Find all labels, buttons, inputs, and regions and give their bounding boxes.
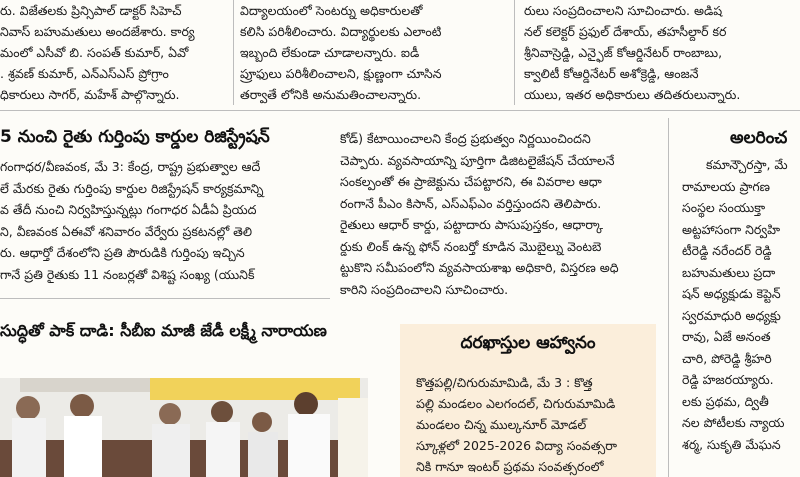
text-line: కొత్తపల్లి/చిగురుమామిడి, మే 3 : కొత్త — [416, 375, 593, 390]
text-line: రైతులు ఆధార్ కార్డు, పట్టాదారు పాసుపుస్తకం, ఆధార్కా — [340, 217, 604, 232]
column-divider — [668, 118, 669, 477]
article-body — [682, 154, 800, 455]
text-line: శర్మ, సుకృతి మేఘన — [682, 436, 781, 452]
text-line: లే మేరకు రైతు గుర్తింపు కార్డుల రిజిస్ట్రేషన్ కార్యక్రమాన్ని — [0, 180, 264, 196]
text-line: శ్రీనివాస్రెడ్డి, ఎన్ఫైజ్ కోఆర్డినేటర్ రాంబాబు, — [524, 45, 723, 60]
text-line: కోడ్) కేటాయించాలని కేంద్ర ప్రభుత్వం నిర్ణయించిందని — [340, 131, 591, 146]
text-line: గంగాధర/వీణవంక, మే 3: కేంద్ర, రాష్ట్ర ప్రభుత్వాల ఆదే — [0, 159, 261, 174]
notice-title: దరఖాస్తుల ఆహ్వానం — [460, 333, 596, 353]
article-headline: సుద్ధితో పాక్ దాడి: సీబీఐ మాజీ జేడీ లక్ష్మీ నారాయణ — [0, 321, 327, 340]
text-line: నల పోటీలకు న్యాయ — [682, 415, 785, 430]
text-line: గానే ప్రతి రైతుకు 11 నంబర్లతో విశిష్ట సంఖ్య (యునిక్ — [0, 266, 255, 282]
column-divider — [514, 0, 515, 105]
text-line: యులు, ఇతర అధికారులు తదితరులున్నారు. — [524, 87, 741, 102]
text-line: మండలం చిన్న ముల్కనూర్ మోడల్ — [416, 417, 587, 432]
text-line: తర్వాతే లోనికి అనుమతించాలన్నారు. — [240, 87, 422, 102]
text-line: రులు సంప్రదించాలని సూచించారు. అడిష — [524, 3, 723, 18]
text-line: రు. ఆధార్తో దేశంలోని ప్రతి పౌరుడికి గుర్తింపు ఇచ్చిన — [0, 245, 245, 260]
article-body-left — [0, 156, 328, 285]
event-photo — [0, 378, 368, 477]
text-line: ట్టుకొని సమీపంలోని వ్యవసాయశాఖ అధికారి, విస్తరణ అధి — [340, 260, 619, 275]
text-line: నివాస్ బహుమతులు అందజేశారు. కార్య — [0, 24, 195, 39]
top-column-1 — [0, 0, 228, 105]
text-line: సంకల్పంతో ఈ ప్రాజెక్టును చేపట్టారని, ఈ వివరాల ఆధా — [340, 174, 602, 189]
text-line: రు. విజేతలకు ప్రిన్సిపాల్ డాక్టర్ సిహెచ్ — [0, 3, 182, 18]
article-headline: 5 నుంచి రైతు గుర్తింపు కార్డుల రిజిస్ట్రేషన్ — [0, 127, 270, 147]
notice-body — [416, 372, 648, 477]
text-line: చెప్పారు. వ్యవసాయాన్ని పూర్తిగా డిజిటలైజేషన్ చేయాలనే — [340, 152, 615, 168]
text-line: ప్రూఫులు పరిశీలించాలని, క్షుణ్ణంగా చూసిన — [240, 66, 442, 81]
text-line: ఇబ్బంది లేకుండా చూడాలన్నారు. ఐడీ — [240, 45, 420, 60]
text-line: బహుమతులు ప్రదా — [682, 264, 776, 280]
text-line: లకు ప్రథమ, ద్వితీ — [682, 393, 769, 409]
article-headline: అలరించ — [730, 128, 788, 148]
column-divider — [233, 0, 234, 105]
text-line: రావు, ఏజే అనంత — [682, 329, 771, 344]
event-photo-image — [0, 378, 368, 477]
text-line: విద్యాలయంలో సెంటర్ను అధికారులతో — [240, 3, 423, 18]
text-line: నికి గానూ ఇంటర్ ప్రథమ సంవత్సరంలో — [416, 459, 604, 474]
text-line: నల్ కలెక్టర్ ప్రఫుల్ దేశాయ్, తహసీల్దార్ కర — [524, 24, 727, 39]
text-line: రంగానే పీఎం కిసాన్, ఎస్ఎఫ్ఎం వర్తిస్తుందని తెలిపారు. — [340, 195, 602, 211]
text-line: స్వరమాధురి అధ్యక్షు — [682, 307, 781, 323]
notice-box — [400, 324, 656, 477]
text-line: క్వాలిటీ కోఆర్డినేటర్ అశోక్రెడ్డి, ఆంజనే — [524, 66, 699, 81]
text-line: షన్ అధ్యక్షుడు కెప్టెన్ — [682, 286, 781, 301]
text-line: అట్టహాసంగా నిర్వహి — [682, 221, 780, 237]
article-body-right — [340, 128, 660, 300]
text-line: కలిసి పరిశీలించారు. విద్యార్థులకు ఎలాంటి — [240, 24, 442, 39]
text-line: స్కూళ్లలో 2025-2026 విద్యా సంవత్సరా — [416, 438, 617, 453]
section-divider — [0, 298, 330, 299]
text-line: కమాన్చౌరస్తా, మే — [706, 157, 788, 172]
text-line: రెడ్డి హజరయ్యారు. — [682, 372, 774, 387]
text-line: మంలో ఎసీవో బి. సంపత్ కుమార్, ఏవో — [0, 45, 189, 60]
top-column-3 — [524, 0, 800, 105]
text-line: . శ్రవణ్ కుమార్, ఎన్ఎస్ఎస్ ప్రోగ్రాం — [0, 66, 169, 81]
text-line: వ తేదీ నుంచి నిర్వహిస్తున్నట్లు గంగాధర ఏడీఏ ప్రియద — [0, 202, 257, 217]
text-line: సంస్థల సంయుక్తా — [682, 200, 766, 215]
text-line: టీరెడ్డి నరేందర్ రెడ్డి — [682, 243, 772, 258]
text-line: పల్లి మండలం ఎలగందల్, చిగురుమామిడి — [416, 396, 616, 411]
section-divider — [0, 110, 800, 111]
text-line: రామాలయ ప్రాగణ — [682, 178, 770, 194]
text-line: ధికారులు సాగర్, మహేశ్ పాల్గొన్నారు. — [0, 87, 180, 102]
text-line: ని, వీణవంక ఏఈవో శనివారం వేర్వేరు ప్రకటనల్లో తెలి — [0, 223, 253, 239]
text-line: ర్డుకు లింక్ ఉన్న ఫోన్ నంబర్తో కూడిన మొబైల్ను వెంటబె — [340, 238, 602, 254]
text-line: కారిని సంప్రదించాలని సూచించారు. — [340, 281, 509, 297]
text-line: చారి, పోరెడ్డి శ్రీహరి — [682, 350, 772, 366]
top-column-2 — [240, 0, 508, 105]
